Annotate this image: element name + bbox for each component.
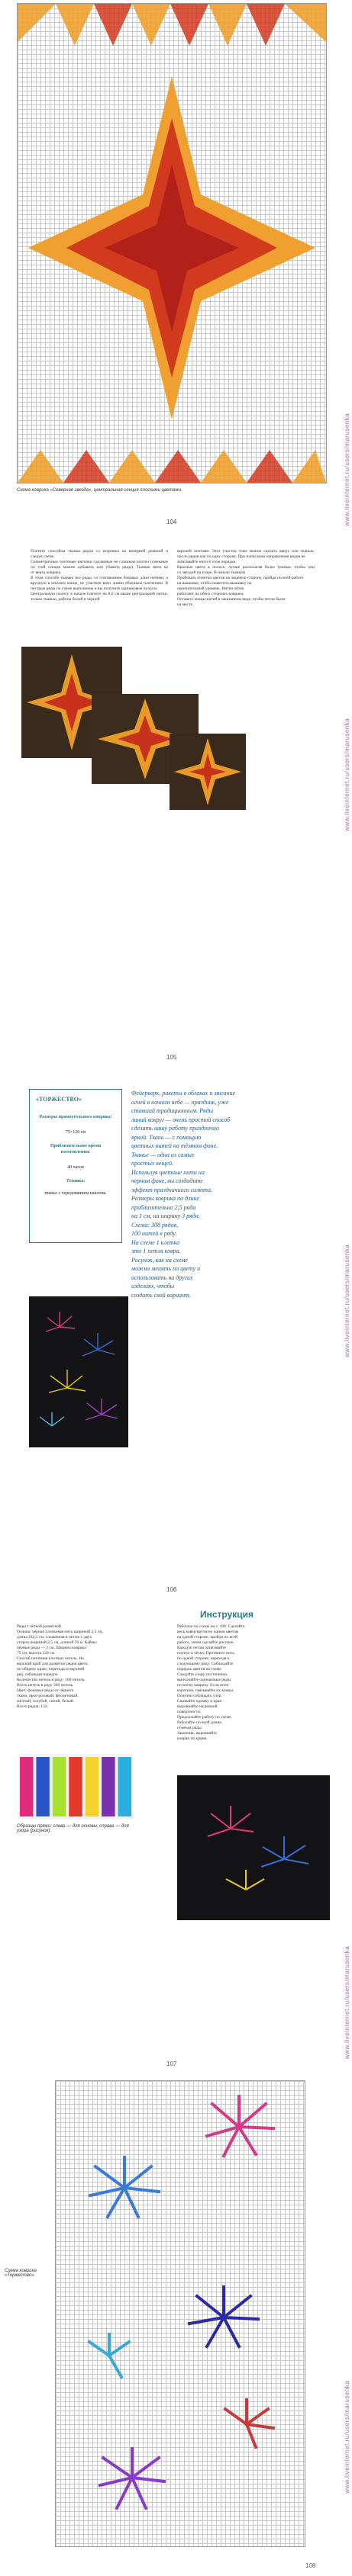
page-108 bbox=[0, 2074, 352, 2576]
text-column-left-105: Плетите способом тканья рядов со вторника на вечерней дневной и следуя схеме. Симметричные плетеные ниточки сделанные не слишком плотно (смежные по этой секции можно добавить или убавить ряды). Тканью нити на от верха коврика. В этом способе тканью все ряды, со стягиванием боковых длин нитями, а вручную в нижнем конце, не участвуя вниз линии обычным плетением. В пестрые ряды по схеме выполнены и вы получите одинаковые полосы. Центральную полосу в начале плетите на 8,6 см выше центральной нитки, только тканью, работы белой и чёрной bbox=[31, 549, 168, 602]
star-motif bbox=[28, 76, 315, 419]
page-number-107: 107 bbox=[166, 2060, 177, 2067]
page-number-106: 106 bbox=[166, 1586, 177, 1593]
watermark-107: www.liveinternet.ru/users/marusenka bbox=[344, 1945, 350, 2059]
yarn-swatch bbox=[86, 1757, 98, 1816]
caption-104: Схема коврика «Северная звезда», центральная секция плоскими цветами. bbox=[17, 488, 182, 493]
page-107 bbox=[0, 1601, 352, 2074]
intro-text-106: Фейерверк, ракеты в облаках и мигание огней в ночном небе — праздник, уже ставший традиционным. Ряды линий вокруг — очень простой способ сделать вашу работу празднично яркой. Ткань — с помощью цветных нитей на тёмном фоне. Тканье — одна из самых простых вещей. Используя цветные нити на черном фоне, вы создадите эффект праздничного салюта. Размеры коврика по длине приблизительно 2,5 ряда на 1 см, на ширину 3 ряда. Схема: 308 рядов, 100 нитей в ряду. На схеме 1 клетка это 1 петля ковра. Рисунок, как на схеме можно менять по цвету и использовать на других изделиях, чтобы создать свой вариант. bbox=[131, 1090, 236, 1299]
burst-red bbox=[225, 2400, 273, 2447]
time-label: Приблизительное время изготовления: bbox=[50, 1144, 102, 1155]
technique-value: тканье с чередованием наклона. bbox=[44, 1191, 107, 1196]
fireworks-rug-photo bbox=[29, 1296, 128, 1447]
size-value: 75×120 см bbox=[65, 1130, 86, 1135]
watermark-105: www.liveinternet.ru/users/marusenka bbox=[344, 718, 350, 831]
technique-label: Техника: bbox=[66, 1179, 86, 1184]
watermark-108: www.liveinternet.ru/users/marusenka bbox=[344, 2380, 350, 2494]
yarn-swatch bbox=[53, 1757, 66, 1816]
burst-navy bbox=[189, 2287, 258, 2346]
chart-grid-north-star bbox=[17, 3, 327, 483]
instruction-heading: Инструкция bbox=[200, 1609, 254, 1620]
triangle-band-top bbox=[18, 4, 326, 46]
page-106 bbox=[0, 1068, 352, 1601]
chart-grid-fireworks bbox=[55, 2080, 305, 2547]
yarn-caption: Образцы пряжи: слева — для основы; справа — для узора (рисунок). bbox=[17, 1824, 129, 1833]
watermark-106: www.liveinternet.ru/users/marusenka bbox=[344, 1244, 350, 1357]
yarn-swatches bbox=[18, 1754, 133, 1820]
size-label: Размеры прямоугольного коврика: bbox=[39, 1115, 112, 1119]
yarn-swatch bbox=[36, 1757, 49, 1816]
specs-box bbox=[29, 1089, 122, 1243]
fireworks-detail-photo bbox=[177, 1775, 330, 1920]
project-title: «ТОРЖЕСТВО» bbox=[36, 1096, 82, 1103]
burst-cyan bbox=[89, 2334, 129, 2377]
page-105 bbox=[0, 534, 352, 1068]
triangle-band-bottom bbox=[18, 450, 326, 483]
text-column-left-107: Ряды с чёткой разметкой. Основа: чёрная хлопковая нить шириной 2,5 см, длина 242,5 см, сложенная в петлю с двух сторон шириной 2,5 см, длиной 76 м. Кайма: чёрные ряды — 2 см. Ширина коврика 75 см; высота 120 см. Способ плетения плотных петель. На верхний край для разметки рядов цвета по общему краю, переходы в верхний ряд, соблюдая порядок. Количество петель в ряду: 100 петель. Всего петель в ряду 308 петель. Цвет: фоновые ряды от чёрного ткани, ярко-розовый, фиолетовый, жёлтый, голубой, синий, белый. Всего рядов: 132. bbox=[17, 1624, 104, 1709]
yarn-swatch bbox=[118, 1757, 131, 1816]
caption-108: Схема коврика «Торжество». bbox=[5, 2269, 37, 2278]
burst-purple bbox=[100, 2449, 164, 2508]
page-104 bbox=[0, 0, 352, 534]
watermark-104: www.liveinternet.ru/users/marusenka bbox=[344, 413, 350, 526]
yarn-swatch bbox=[20, 1757, 33, 1816]
text-column-right-107: Рабочую по схеме на с. 108. Сделайте весь ковер вручную одним цветом на одной стороне, пройдя по всей работе, затем сделайте рисунок. Каждую петлю затягивайте плотно и чётко. Протяните нить по одной стороне, переходя к следующему ряду. Соблюдайте порядок цветов на схеме. Следуйте узору постепенно, выполняйте одинаковые ряды по всему коврику. Если нити короткие, связывайте их концы. Полезно соблюдать узор. Сшивайте кромку и края выровняйте на ровной поверхности. Продолжайте работу по схеме. Работайте по всей длине, отмечая ряды. Закончив, выровняйте коврик по краям. bbox=[177, 1624, 245, 1741]
burst-pink bbox=[207, 2096, 273, 2156]
time-value: 40 часов bbox=[67, 1165, 84, 1170]
rug-photo-small bbox=[170, 734, 246, 810]
text-column-right-105: верхней лентами. Этот участок тоже можно сделать вверх или тканью, число рядов как по одну сторону. При написании направления рядов не затягивайте нити в этом порядке. Красные цвета в полосе, лучше располагая более темные, чтобы они со звездой на узоре. В начале тканьём Пробовать отметки цветов на лицевую сторону, пройдя по всей работе на вышивке, чтобы наметить вышивку на окончательный уровень. Нитки чётко работают на обеих сторонах коврика. Оставьте концы нитей в заказанном виде, чтобы петли были на месте. bbox=[177, 549, 315, 607]
page-number-104: 104 bbox=[166, 519, 177, 525]
fireworks-pattern bbox=[56, 2081, 305, 2546]
yarn-swatch bbox=[102, 1757, 115, 1816]
yarn-swatch bbox=[69, 1757, 82, 1816]
burst-blue bbox=[90, 2157, 159, 2217]
north-star-pattern bbox=[18, 4, 326, 483]
page-number-108: 108 bbox=[305, 2562, 316, 2569]
page-number-105: 105 bbox=[166, 1054, 177, 1061]
